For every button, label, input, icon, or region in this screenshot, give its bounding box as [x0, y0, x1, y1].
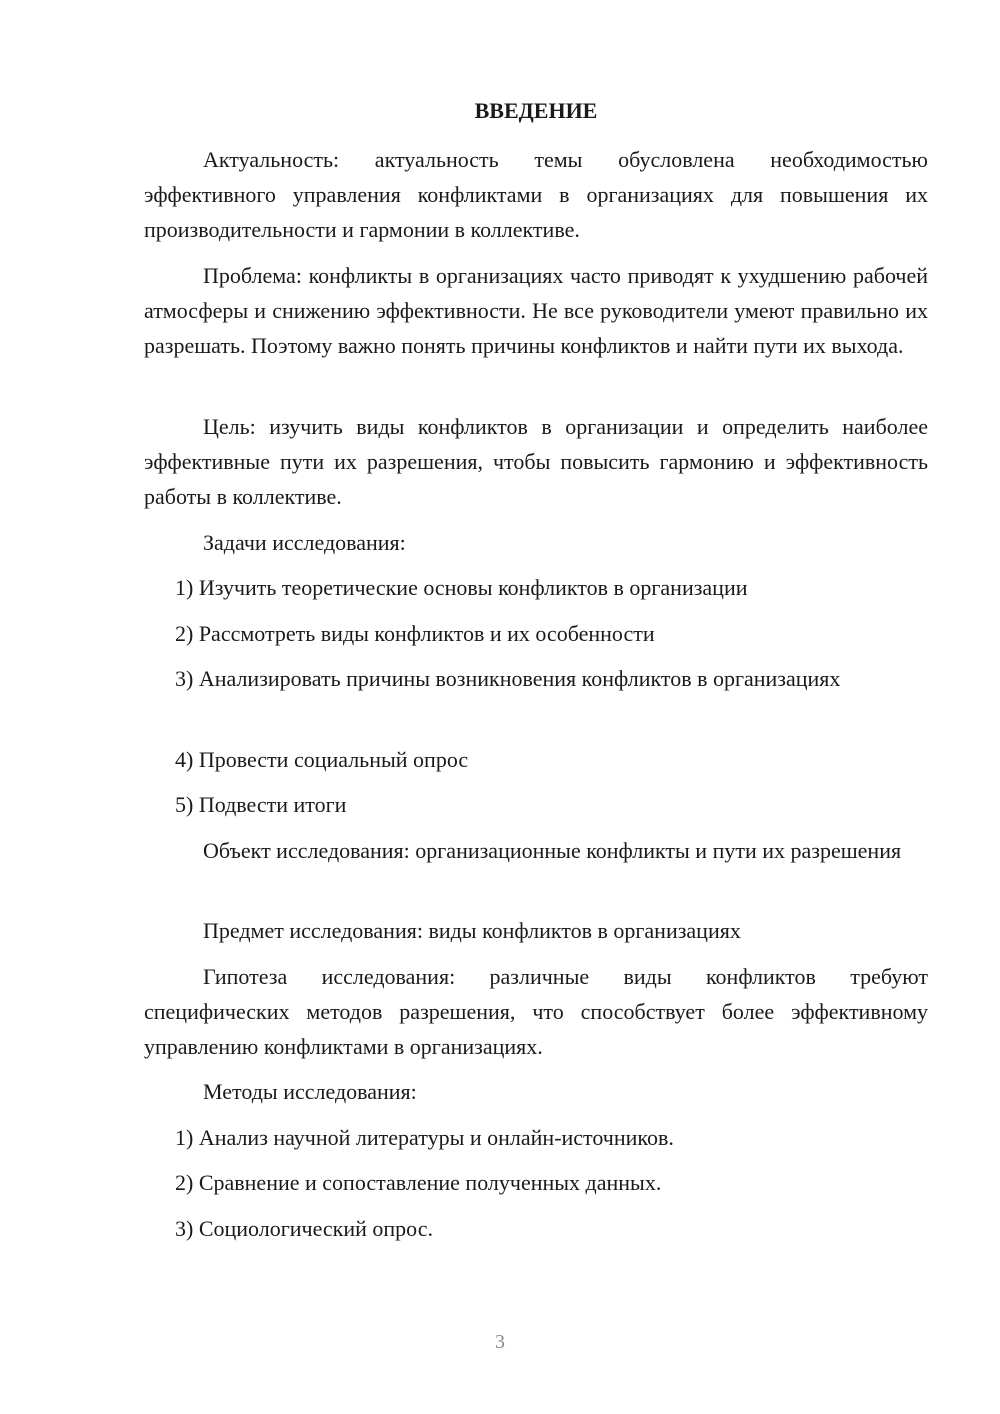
task-item: 1) Изучить теоретические основы конфликтов в организации [175, 575, 748, 600]
page-title: ВВЕДЕНИЕ [474, 98, 598, 123]
object-paragraph: Объект исследования: организационные конфликты и пути их разрешения [203, 838, 902, 863]
hypothesis-paragraph: Гипотеза исследования: различные виды конфликтов требуют специфических методов разрешения, что способствует более эффективному управлению конфликтами в организациях. [144, 964, 928, 1059]
task-item: 5) Подвести итоги [175, 792, 347, 817]
method-item: 3) Социологический опрос. [175, 1216, 433, 1241]
relevance-paragraph: Актуальность: актуальность темы обусловлена необходимостью эффективного управления конфликтами в организациях для повышения их производительности и гармонии в коллективе. [144, 147, 928, 242]
methods-heading: Методы исследования: [203, 1079, 417, 1104]
tasks-heading: Задачи исследования: [203, 530, 406, 555]
goal-paragraph: Цель: изучить виды конфликтов в организации и определить наиболее эффективные пути их разрешения, чтобы повысить гармонию и эффективность работы в коллективе. [144, 414, 928, 509]
method-item: 2) Сравнение и сопоставление полученных данных. [175, 1170, 662, 1195]
method-item: 1) Анализ научной литературы и онлайн-источников. [175, 1125, 674, 1150]
task-item: 2) Рассмотреть виды конфликтов и их особенности [175, 621, 655, 646]
subject-paragraph: Предмет исследования: виды конфликтов в организациях [203, 918, 741, 943]
task-item: 3) Анализировать причины возникновения конфликтов в организациях [175, 666, 841, 691]
page-number: 3 [495, 1331, 505, 1353]
task-item: 4) Провести социальный опрос [175, 747, 469, 772]
problem-paragraph: Проблема: конфликты в организациях часто приводят к ухудшению рабочей атмосферы и снижению эффективности. Не все руководители умеют правильно их разрешать. Поэтому важно понять причины конфликтов и найти пути их выхода. [144, 263, 928, 358]
